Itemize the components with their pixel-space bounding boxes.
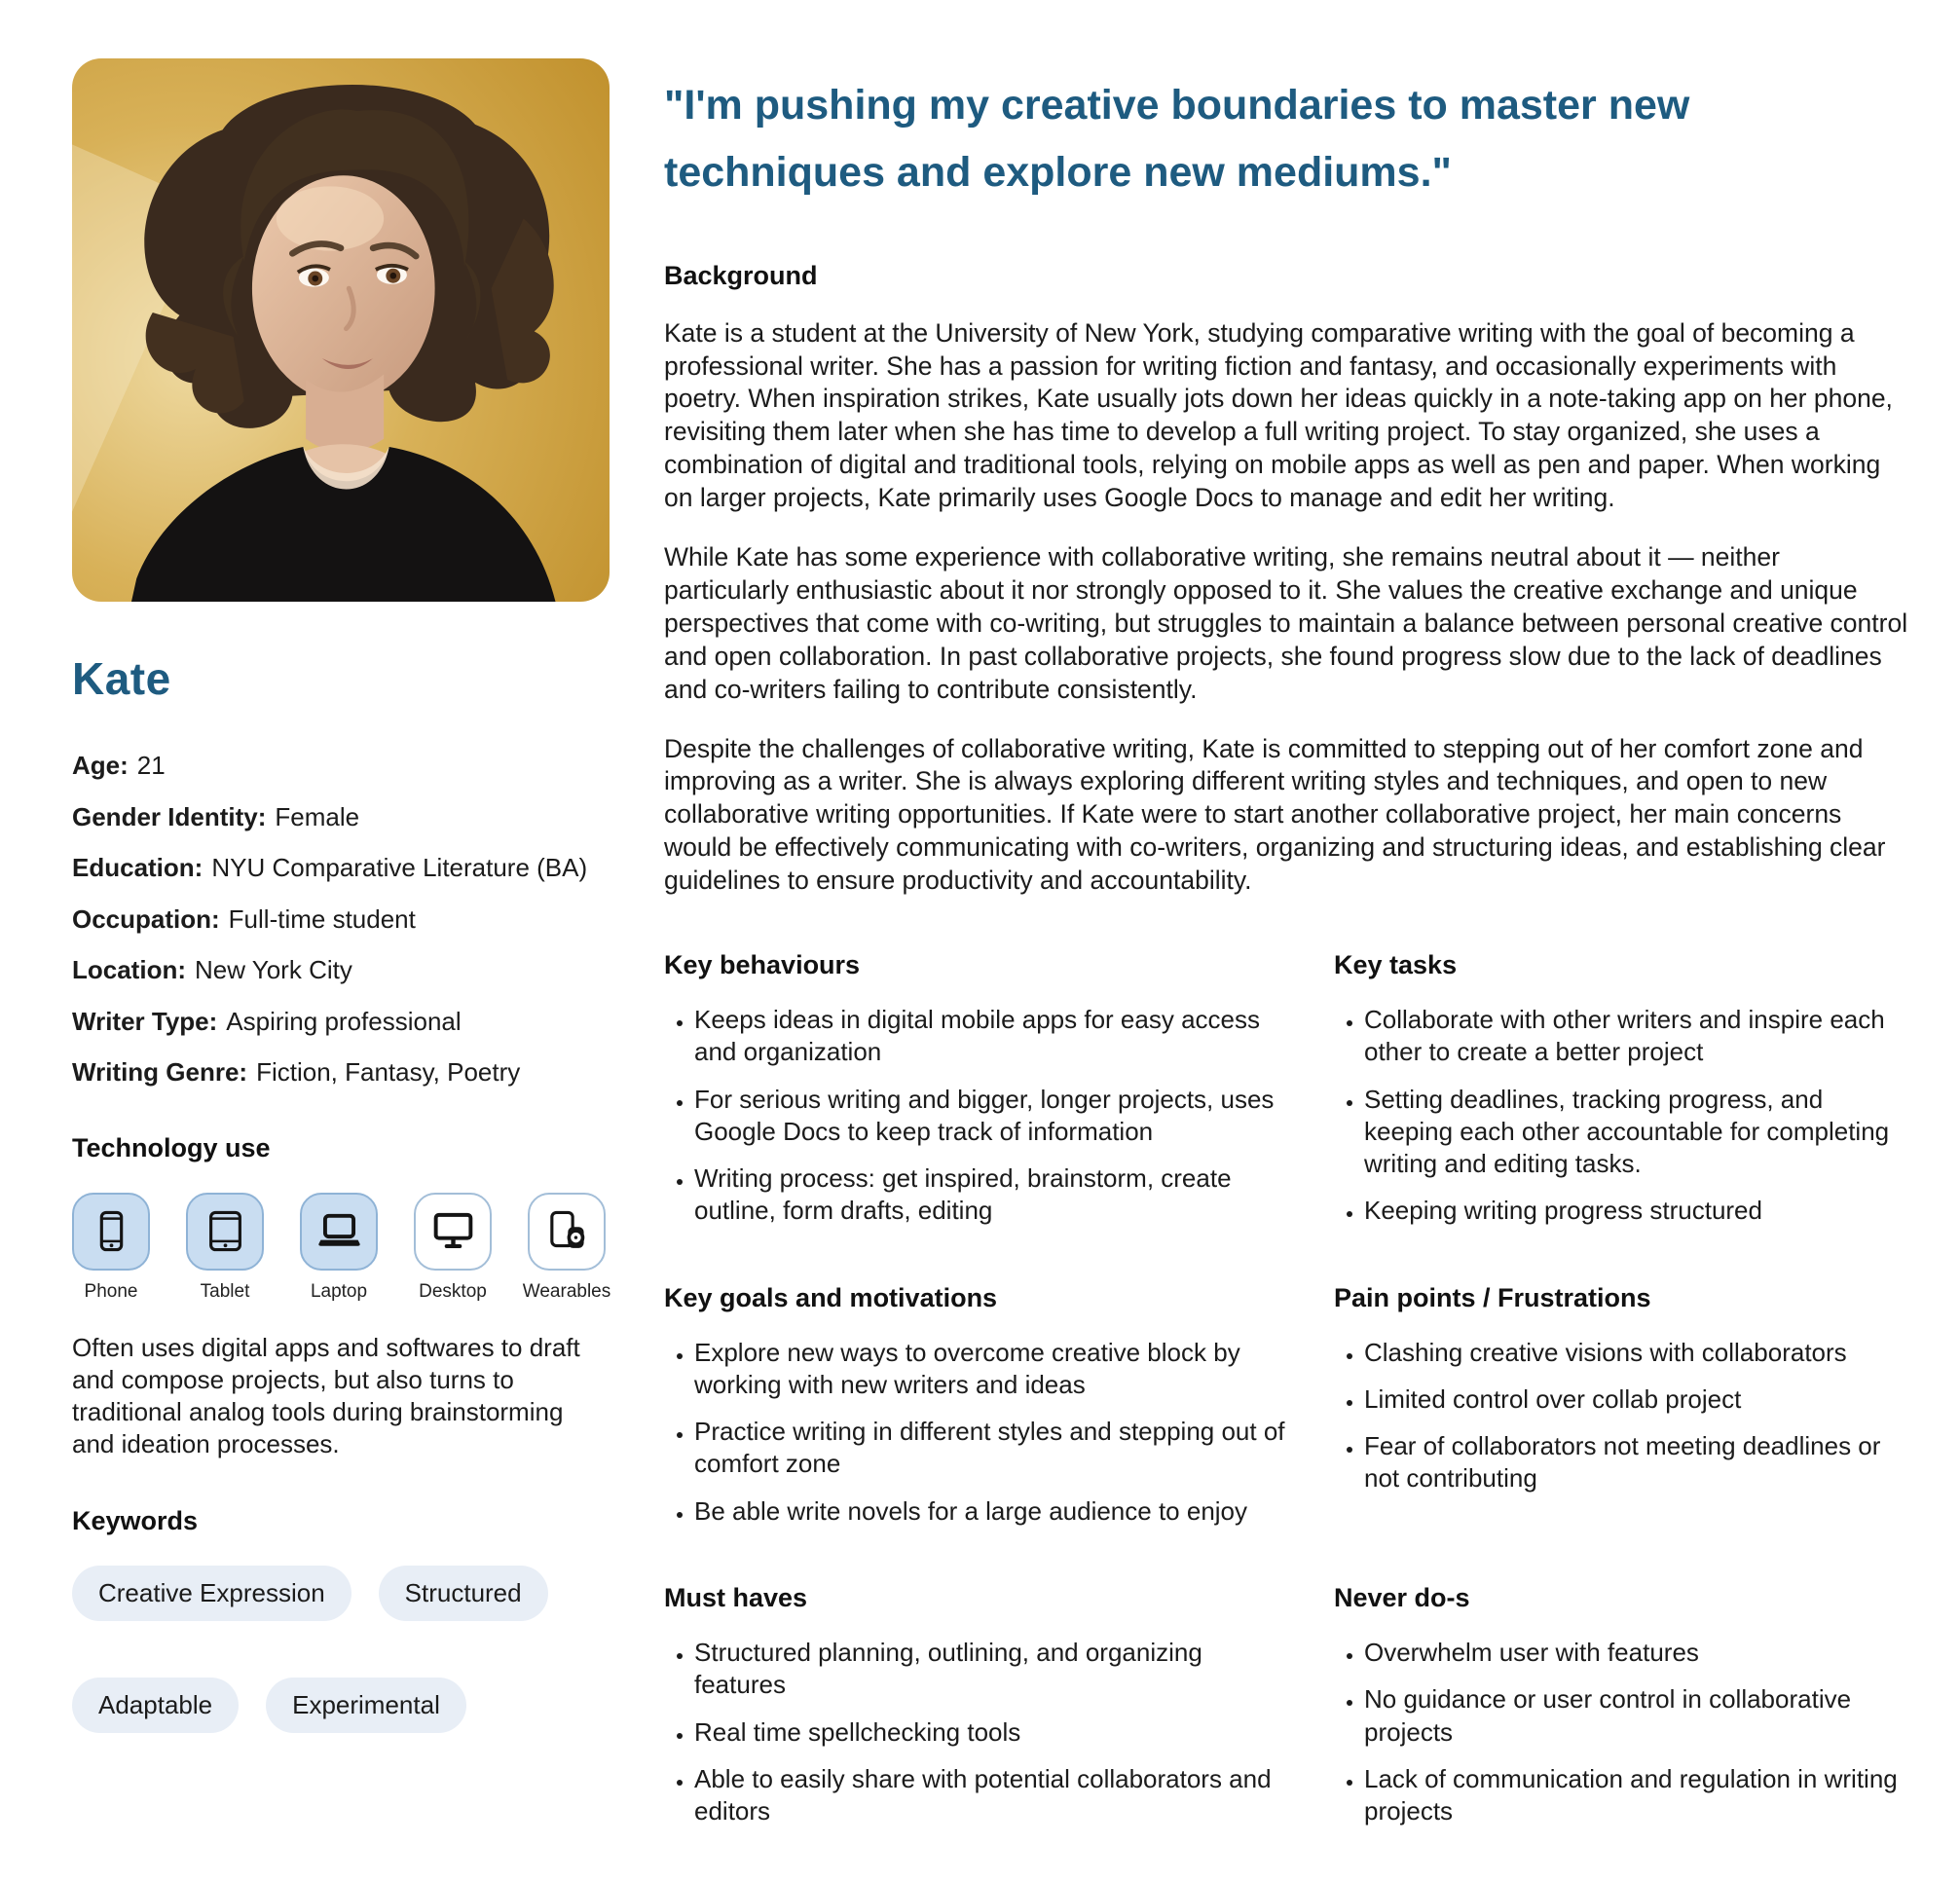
device-label: Phone [84, 1280, 138, 1302]
bullet-item: • Setting deadlines, tracking progress, and keeping each other accountable for completing writing and editing tasks. [1364, 1084, 1911, 1181]
section-bullet-list [664, 1337, 1287, 1528]
device-label: Desktop [419, 1280, 487, 1302]
device-tablet [186, 1193, 264, 1303]
device-phone [72, 1193, 150, 1303]
technology-use-heading: Technology use [72, 1132, 271, 1162]
bullet-item: • Keeps ideas in digital mobile apps for easy access and organization [694, 1004, 1287, 1069]
section-must-haves [664, 1583, 1287, 1842]
bullet-item: • Lack of communication and regulation in writing projects [1364, 1763, 1911, 1828]
profile-details [72, 750, 610, 1088]
portrait-illustration [72, 58, 610, 602]
bullet-item: • Practice writing in different styles and stepping out of comfort zone [694, 1416, 1287, 1481]
bullet-item: • Able to easily share with potential collaborators and editors [694, 1763, 1287, 1828]
detail-label: Writing Genre: [72, 1057, 248, 1087]
bullet-item: • Collaborate with other writers and inspire each other to create a better project [1364, 1004, 1911, 1069]
persona-sections-grid [664, 950, 1911, 1842]
section-pain-points-frustrations [1334, 1283, 1911, 1542]
section-bullet-list [664, 1637, 1287, 1827]
section-bullet-list [664, 1004, 1287, 1228]
section-key-tasks [1334, 950, 1911, 1242]
detail-value: Aspiring professional [226, 1006, 462, 1036]
profile-detail-row [72, 801, 610, 833]
background-paragraph: While Kate has some experience with collaborative writing, she remains neutral about it — neither particularly enthusiastic about it nor strongly opposed to it. She values the creative exchange and unique perspectives that come with co-writing, but struggles to maintain a balance between personal creative control and open collaboration. In past collaborative projects, she found progress slow due to the lack of deadlines and co-writers failing to contribute consistently. [664, 542, 1908, 704]
detail-value: 21 [136, 751, 166, 780]
profile-detail-row [72, 750, 610, 782]
bullet-item: • Clashing creative visions with collaborators [1364, 1337, 1911, 1369]
section-heading: Key goals and motivations [664, 1282, 998, 1312]
section-bullet-list [1334, 1637, 1911, 1827]
bullet-item: • Overwhelm user with features [1364, 1637, 1911, 1669]
device-label: Laptop [310, 1280, 368, 1302]
background-heading: Background [664, 260, 818, 290]
device-laptop [300, 1193, 378, 1303]
bullet-item: • Fear of collaborators not meeting deadlines or not contributing [1364, 1430, 1911, 1495]
keyword-row [72, 1566, 610, 1621]
bullet-item: • Limited control over collab project [1364, 1383, 1911, 1416]
section-heading: Pain points / Frustrations [1334, 1282, 1651, 1312]
section-key-behaviours [664, 950, 1287, 1242]
bullet-item: • Real time spellchecking tools [694, 1716, 1287, 1749]
section-never-do-s [1334, 1583, 1911, 1842]
desktop-icon [414, 1193, 492, 1271]
detail-value: Fiction, Fantasy, Poetry [256, 1057, 521, 1087]
detail-value: New York City [195, 955, 352, 984]
bullet-item: • Writing process: get inspired, brainstorm, create outline, form drafts, editing [694, 1162, 1287, 1228]
wearables-icon [528, 1193, 606, 1271]
background-paragraph: Despite the challenges of collaborative writing, Kate is committed to stepping out of her comfort zone and improving as a writer. She is always exploring different writing styles and techniques, and open to new collaborative writing opportunities. If Kate were to start another collaborative project, her main concerns would be effectively communicating with co-writers, organizing and structuring ideas, and establishing clear guidelines to ensure productivity and accountability. [664, 733, 1886, 896]
profile-column [72, 58, 610, 1842]
persona-content-column [664, 58, 1911, 1842]
section-heading: Key tasks [1334, 950, 1458, 980]
detail-value: NYU Comparative Literature (BA) [211, 853, 588, 882]
tablet-icon [186, 1193, 264, 1271]
device-label: Wearables [522, 1280, 611, 1302]
section-bullet-list [1334, 1337, 1911, 1495]
keyword-pill: Creative Expression [72, 1566, 351, 1621]
section-heading: Must haves [664, 1583, 808, 1613]
bullet-item: • Structured planning, outlining, and organizing features [694, 1637, 1287, 1702]
bullet-item: • Explore new ways to overcome creative block by working with new writers and ideas [694, 1337, 1287, 1402]
bullet-item: • Keeping writing progress structured [1364, 1195, 1911, 1227]
section-heading: Never do-s [1334, 1583, 1470, 1613]
keywords-heading: Keywords [72, 1505, 199, 1535]
profile-detail-row [72, 904, 610, 936]
profile-detail-row [72, 1056, 610, 1088]
background-paragraph: Kate is a student at the University of New York, studying comparative writing with the goal of becoming a professional writer. She has a passion for writing fiction and fantasy, and occasionally experiments with poetry. When inspiration strikes, Kate usually jots down her ideas quickly in a note-taking app on her phone, revisiting them later when she has time to develop a full writing project. To stay organized, she uses a combination of digital and traditional tools, relying on mobile apps as well as pen and paper. When working on larger projects, Kate primarily uses Google Docs to manage and edit her writing. [664, 317, 1893, 513]
keyword-row [72, 1678, 610, 1733]
section-heading: Key behaviours [664, 950, 861, 980]
detail-value: Female [275, 801, 360, 831]
profile-detail-row [72, 1006, 610, 1038]
technology-description: Often uses digital apps and softwares to draft and compose projects, but also turns to traditional analog tools during brainstorming and ideation processes. [72, 1332, 580, 1459]
device-usage-row [72, 1193, 610, 1303]
bullet-item: • Be able write novels for a large audience to enjoy [694, 1495, 1287, 1528]
device-wearables [522, 1193, 611, 1303]
portrait-photo [72, 58, 610, 602]
section-bullet-list [1334, 1004, 1911, 1228]
bullet-item: • For serious writing and bigger, longer projects, uses Google Docs to keep track of information [694, 1084, 1287, 1149]
detail-label: Location: [72, 955, 186, 984]
persona-name: Kate [72, 653, 171, 704]
device-label: Tablet [200, 1280, 250, 1302]
detail-label: Gender Identity: [72, 801, 267, 831]
profile-detail-row [72, 852, 610, 884]
keyword-pill: Experimental [266, 1678, 466, 1733]
keyword-tags [72, 1566, 610, 1733]
laptop-icon [300, 1193, 378, 1271]
detail-label: Age: [72, 751, 129, 780]
detail-label: Occupation: [72, 904, 220, 934]
phone-icon [72, 1193, 150, 1271]
keyword-pill: Adaptable [72, 1678, 239, 1733]
device-desktop [414, 1193, 492, 1303]
detail-label: Education: [72, 853, 203, 882]
background-paragraphs [664, 317, 1911, 899]
bullet-item: • No guidance or user control in collaborative projects [1364, 1683, 1911, 1749]
detail-label: Writer Type: [72, 1006, 218, 1036]
section-key-goals-and-motivations [664, 1283, 1287, 1542]
profile-detail-row [72, 954, 610, 986]
detail-value: Full-time student [228, 904, 416, 934]
persona-quote: "I'm pushing my creative boundaries to master new techniques and explore new mediums." [664, 82, 1690, 196]
keyword-pill: Structured [379, 1566, 548, 1621]
